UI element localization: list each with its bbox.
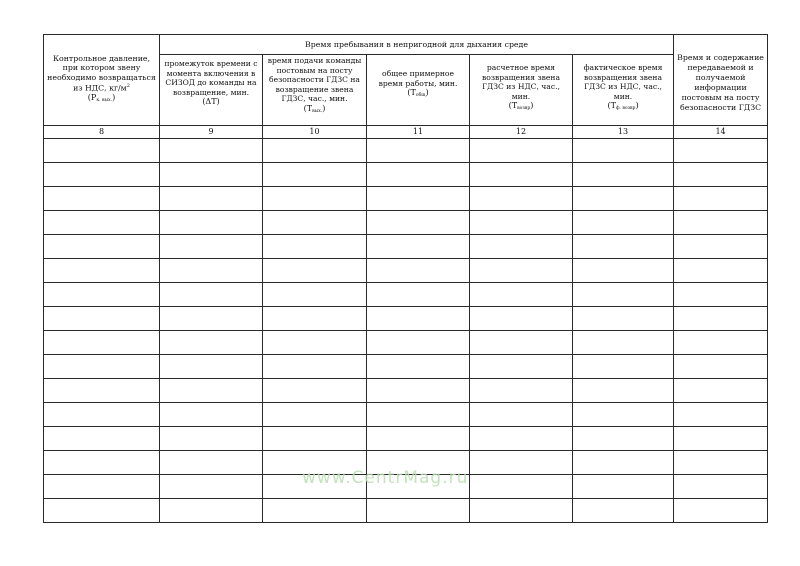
table-cell-blank (367, 139, 470, 163)
symbol-tail: ) (425, 88, 429, 98)
table-cell-blank (160, 451, 263, 475)
table-cell-blank (573, 259, 674, 283)
table-cell-blank (263, 403, 367, 427)
header-col-8 (44, 35, 160, 126)
table-cell-blank (674, 211, 768, 235)
table-cell-blank (367, 163, 470, 187)
table-cell-blank (44, 187, 160, 211)
table-cell-blank (367, 235, 470, 259)
table-cell-blank (367, 379, 470, 403)
table-cell-blank (263, 235, 367, 259)
header-col-11 (367, 55, 470, 126)
table-cell-blank (470, 379, 573, 403)
table-cell-blank (160, 187, 263, 211)
table-cell-blank (674, 451, 768, 475)
header-col-12-text: расчетное время возвращения звена ГДЗС из НДС, час., мин. (481, 63, 561, 101)
symbol-sub: общ (415, 93, 426, 99)
symbol-tail: ) (530, 101, 534, 111)
table-cell-blank (263, 187, 367, 211)
table-cell-blank (674, 259, 768, 283)
table-cell-blank (367, 211, 470, 235)
table-cell-blank (160, 259, 263, 283)
table-cell-blank (674, 499, 768, 523)
table-cell-blank (573, 355, 674, 379)
symbol-tail: ) (112, 93, 116, 103)
table-cell-blank (573, 451, 674, 475)
table-cell-blank (367, 307, 470, 331)
table-cell-blank (470, 235, 573, 259)
table-row (44, 427, 768, 451)
table-cell-blank (470, 403, 573, 427)
table-cell-blank (44, 403, 160, 427)
table-cell-blank (674, 163, 768, 187)
table-cell-blank (470, 283, 573, 307)
table-cell-blank (44, 451, 160, 475)
table-row (44, 163, 768, 187)
table-cell-blank (367, 499, 470, 523)
table-row (44, 259, 768, 283)
table-cell-blank (44, 499, 160, 523)
column-number: 11 (367, 126, 470, 139)
column-number-row (44, 126, 768, 139)
table-cell-blank (573, 283, 674, 307)
column-number: 10 (263, 126, 367, 139)
table-cell-blank (674, 307, 768, 331)
gdzs-log-form (43, 34, 767, 523)
header-col-8-symbol (46, 93, 157, 106)
table-cell-blank (263, 139, 367, 163)
table-cell-blank (160, 475, 263, 499)
header-row-group (44, 35, 768, 55)
column-number: 9 (160, 126, 263, 139)
header-col-10-symbol (263, 104, 366, 117)
table-cell-blank (367, 331, 470, 355)
header-col-13-symbol (573, 101, 673, 114)
table-cell-blank (470, 355, 573, 379)
header-col-9-text: промежуток времени с момента включения в СИЗОД до команды на возвращение, мин. (164, 59, 258, 97)
table-cell-blank (367, 259, 470, 283)
table-cell-blank (160, 211, 263, 235)
symbol-main: (T (508, 101, 518, 111)
table-cell-blank (160, 139, 263, 163)
table-row (44, 379, 768, 403)
symbol-tail: ) (322, 103, 326, 113)
table-cell-blank (160, 403, 263, 427)
symbol-sub: вых. (312, 108, 323, 114)
table-row (44, 355, 768, 379)
table-cell-blank (674, 331, 768, 355)
table-cell-blank (44, 235, 160, 259)
header-col-12 (470, 55, 573, 126)
symbol-sub: ф. возвр (615, 106, 636, 112)
table-cell-blank (367, 403, 470, 427)
table-row (44, 499, 768, 523)
symbol-tail: ) (635, 101, 639, 111)
table-cell-blank (573, 307, 674, 331)
table-cell-blank (470, 259, 573, 283)
table-cell-blank (160, 235, 263, 259)
table-row (44, 139, 768, 163)
table-cell-blank (573, 499, 674, 523)
table-cell-blank (573, 139, 674, 163)
table-cell-blank (367, 283, 470, 307)
table-cell-blank (263, 379, 367, 403)
table-cell-blank (470, 139, 573, 163)
header-col-10 (263, 55, 367, 126)
table-cell-blank (470, 187, 573, 211)
header-col-12-symbol (470, 101, 572, 114)
table-cell-blank (674, 283, 768, 307)
table-row (44, 211, 768, 235)
table-cell-blank (160, 307, 263, 331)
table-cell-blank (44, 475, 160, 499)
table-cell-blank (263, 283, 367, 307)
header-col-13 (573, 55, 674, 126)
table-cell-blank (674, 355, 768, 379)
table-body (44, 139, 768, 523)
symbol-sub: возвр (517, 106, 531, 112)
table-cell-blank (674, 187, 768, 211)
table-cell-blank (44, 427, 160, 451)
header-col-8-text: Контрольное давление, при котором звену необходимо возвращаться из НДС, кг/м (47, 53, 156, 93)
table-cell-blank (44, 307, 160, 331)
table-cell-blank (470, 427, 573, 451)
symbol-main: (P (87, 93, 97, 103)
table-cell-blank (573, 211, 674, 235)
column-number: 13 (573, 126, 674, 139)
table-cell-blank (44, 355, 160, 379)
symbol-main: (T (407, 88, 416, 98)
table-cell-blank (573, 331, 674, 355)
table-cell-blank (674, 139, 768, 163)
table-cell-blank (674, 379, 768, 403)
table-cell-blank (573, 427, 674, 451)
header-col-10-text: время подачи команды постовым на посту безопасности ГДЗС на возвращение звена ГДЗС, час., мин. (267, 56, 362, 104)
table-cell-blank (573, 403, 674, 427)
header-col-14-text: Время и содержание передаваемой и получаемой информации постовым на посту безопасности ГДЗС (677, 53, 764, 112)
table-cell-blank (160, 499, 263, 523)
column-number: 14 (674, 126, 768, 139)
table-cell-blank (573, 475, 674, 499)
table-row (44, 187, 768, 211)
table-cell-blank (263, 163, 367, 187)
table-cell-blank (160, 331, 263, 355)
table-cell-blank (160, 355, 263, 379)
table-cell-blank (263, 331, 367, 355)
table-cell-blank (573, 235, 674, 259)
table-cell-blank (44, 163, 160, 187)
table-cell-blank (674, 475, 768, 499)
table-cell-blank (573, 163, 674, 187)
table-cell-blank (367, 427, 470, 451)
table-cell-blank (263, 499, 367, 523)
column-number: 8 (44, 126, 160, 139)
table-cell-blank (674, 427, 768, 451)
table-cell-blank (44, 283, 160, 307)
group-header-text: Время пребывания в непригодной для дыхания среде (305, 39, 528, 49)
header-col-14 (674, 35, 768, 126)
table-cell-blank (470, 307, 573, 331)
watermark-text: www.CentrMag.ru (302, 468, 469, 488)
header-col-9-symbol (160, 97, 262, 107)
header-col-13-text: фактическое время возвращения звена ГДЗС из НДС, час., мин. (583, 63, 663, 101)
column-number: 12 (470, 126, 573, 139)
table-cell-blank (674, 235, 768, 259)
table-row (44, 283, 768, 307)
table-cell-blank (263, 211, 367, 235)
table-cell-blank (470, 331, 573, 355)
table-cell-blank (160, 283, 263, 307)
table-cell-blank (44, 331, 160, 355)
symbol-main: (T (607, 101, 616, 111)
table-row (44, 403, 768, 427)
log-table (43, 34, 768, 523)
table-cell-blank (160, 379, 263, 403)
table-cell-blank (470, 163, 573, 187)
table-cell-blank (573, 187, 674, 211)
table-cell-blank (263, 427, 367, 451)
table-cell-blank (44, 139, 160, 163)
table-cell-blank (470, 451, 573, 475)
table-cell-blank (674, 403, 768, 427)
table-cell-blank (44, 259, 160, 283)
table-row (44, 307, 768, 331)
table-cell-blank (470, 475, 573, 499)
header-col-8-sup: 2 (126, 83, 130, 90)
symbol-main: (ΔT) (202, 97, 220, 107)
table-cell-blank (470, 211, 573, 235)
header-col-11-text: общее примерное время работы, мин. (378, 69, 458, 88)
table-cell-blank (263, 259, 367, 283)
table-cell-blank (44, 211, 160, 235)
table-cell-blank (44, 379, 160, 403)
table-cell-blank (160, 163, 263, 187)
table-cell-blank (367, 355, 470, 379)
header-col-9 (160, 55, 263, 126)
symbol-sub: к. вых. (96, 98, 113, 104)
table-cell-blank (573, 379, 674, 403)
table-row (44, 235, 768, 259)
header-group-time-in-nds (160, 35, 674, 55)
table-cell-blank (367, 187, 470, 211)
symbol-main: (T (303, 103, 313, 113)
table-cell-blank (160, 427, 263, 451)
table-cell-blank (470, 499, 573, 523)
table-cell-blank (263, 355, 367, 379)
header-col-11-symbol (367, 88, 469, 101)
table-cell-blank (263, 307, 367, 331)
table-row (44, 331, 768, 355)
